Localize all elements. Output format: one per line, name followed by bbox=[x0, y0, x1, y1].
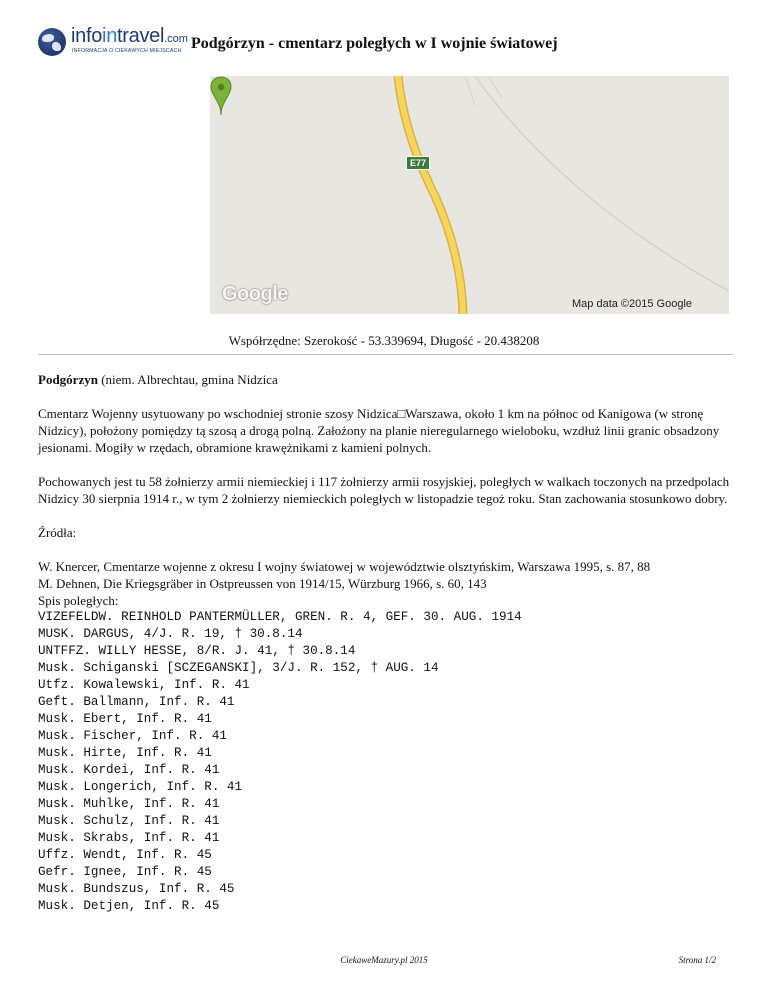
fallen-entry: Musk. Ebert, Inf. R. 41 bbox=[38, 712, 212, 726]
logo-tagline: INFORMACJA O CIEKAWYCH MIEJSCACH bbox=[72, 48, 182, 54]
footer-site: CiekaweMazury.pl 2015 bbox=[340, 955, 428, 965]
fallen-entry: Musk. Schiganski [SCZEGANSKI], 3/J. R. 152, † AUG. 14 bbox=[38, 661, 439, 675]
page-number: Strona 1/2 bbox=[678, 955, 716, 965]
fallen-entry: Utfz. Kowalewski, Inf. R. 41 bbox=[38, 678, 250, 692]
fallen-entry: Musk. Detjen, Inf. R. 45 bbox=[38, 899, 220, 913]
page-title: Podgórzyn - cmentarz poległych w I wojnie światowej bbox=[191, 35, 558, 52]
intro-paragraph bbox=[38, 371, 738, 388]
logo-wordmark: infointravel.com bbox=[71, 25, 188, 47]
infointravel-logo[interactable] bbox=[38, 25, 190, 58]
map-credit: Map data ©2015 Google bbox=[572, 298, 693, 310]
fallen-entry: Musk. Skrabs, Inf. R. 41 bbox=[38, 831, 220, 845]
fallen-entry: Geft. Ballmann, Inf. R. 41 bbox=[38, 695, 235, 709]
fallen-entry: UNTFFZ. WILLY HESSE, 8/R. J. 41, † 30.8.14 bbox=[38, 644, 356, 658]
fallen-entry: Musk. Longerich, Inf. R. 41 bbox=[38, 780, 243, 794]
article-body bbox=[38, 371, 738, 915]
fallen-entry: VIZEFELDW. REINHOLD PANTERMÜLLER, GREN. R. 4, GEF. 30. AUG. 1914 bbox=[38, 610, 522, 624]
fallen-entry: Musk. Hirte, Inf. R. 41 bbox=[38, 746, 212, 760]
map-roads bbox=[210, 76, 729, 314]
burials-paragraph: Pochowanych jest tu 58 żołnierzy armii niemieckiej i 117 żołnierzy armii rosyjskiej, poległych w walkach toczonych na przedpolach Nidzicy 30 sierpnia 1914 r., w tym 2 żołnierzy niemieckich poległych w listopadzie tegoż roku. Stan zachowania stosunkowo dobry. bbox=[38, 474, 730, 506]
google-logo: Google bbox=[222, 283, 288, 305]
divider bbox=[38, 354, 733, 355]
road-label-e77: E77 bbox=[406, 156, 430, 170]
fallen-entry: Musk. Schulz, Inf. R. 41 bbox=[38, 814, 220, 828]
fallen-entry: Musk. Muhlke, Inf. R. 41 bbox=[38, 797, 220, 811]
fallen-list-heading: Spis poległych: bbox=[38, 593, 119, 608]
page-header bbox=[38, 25, 738, 60]
fallen-entry: Musk. Bundszus, Inf. R. 45 bbox=[38, 882, 235, 896]
location-map[interactable] bbox=[210, 76, 729, 314]
map-pin-icon[interactable] bbox=[210, 76, 232, 116]
source-item: W. Knercer, Cmentarze wojenne z okresu I wojny światowej w województwie olsztyńskim, Warszawa 1995, s. 87, 88 bbox=[38, 559, 651, 574]
fallen-entry: MUSK. DARGUS, 4/J. R. 19, † 30.8.14 bbox=[38, 627, 303, 641]
fallen-entry: Gefr. Ignee, Inf. R. 45 bbox=[38, 865, 212, 879]
place-name: Podgórzyn bbox=[38, 372, 98, 387]
intro-text: (niem. Albrechtau, gmina Nidzica bbox=[97, 372, 278, 387]
description-paragraph: Cmentarz Wojenny usytuowany po wschodniej stronie szosy Nidzica□Warszawa, około 1 km na północ od Kanigowa (w stronę Nidzicy), położony pomiędzy tą szosą a drogą polną. Założony na planie nieregularnego wieloboku, wzdłuż linii granic obsadzony jesionami. Mogiły w rzędach, obramione krawężnikami z kamieni polnych. bbox=[38, 406, 720, 455]
fallen-entry: Musk. Fischer, Inf. R. 41 bbox=[38, 729, 227, 743]
source-item: M. Dehnen, Die Kriegsgräber in Ostpreussen von 1914/15, Würzburg 1966, s. 60, 143 bbox=[38, 576, 487, 591]
fallen-entry: Musk. Kordei, Inf. R. 41 bbox=[38, 763, 220, 777]
coordinates-line: Współrzędne: Szerokość - 53.339694, Długość - 20.438208 bbox=[228, 333, 540, 348]
fallen-entry: Uffz. Wendt, Inf. R. 45 bbox=[38, 848, 212, 862]
globe-icon bbox=[38, 28, 66, 56]
sources-heading: Źródła: bbox=[38, 525, 77, 540]
